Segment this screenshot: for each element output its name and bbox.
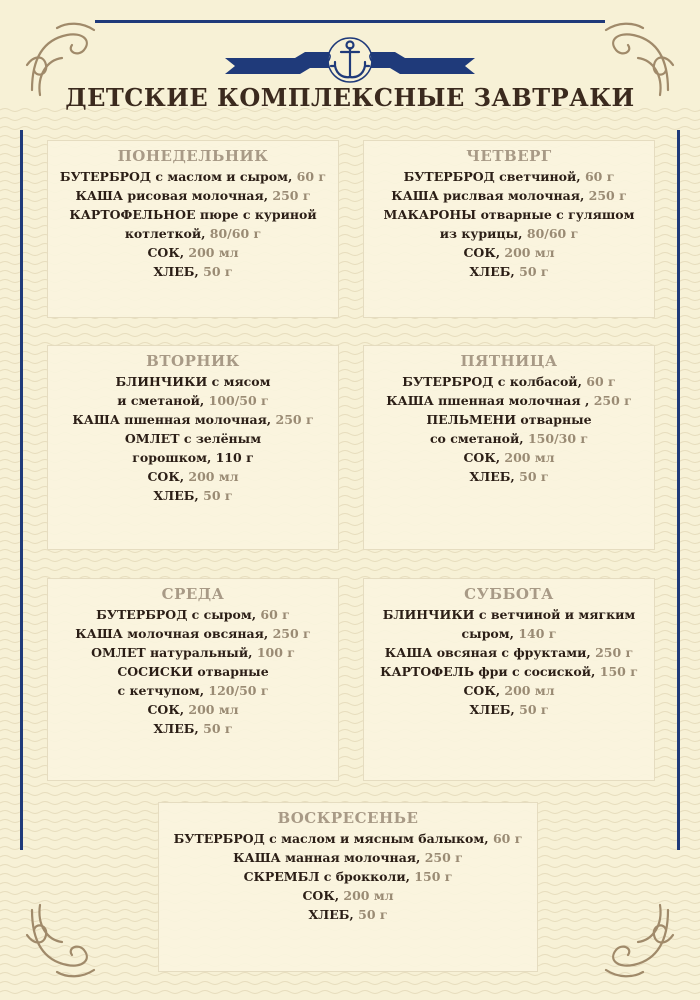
- menu-item-quantity: 200 мл: [500, 450, 555, 465]
- menu-item-description: с кетчупом,: [117, 683, 205, 698]
- page-title: ДЕТСКИЕ КОМПЛЕКСНЫЕ ЗАВТРАКИ: [65, 83, 635, 112]
- menu-item-quantity: 150/30 г: [523, 431, 589, 446]
- menu-item-quantity: 60 г: [292, 169, 327, 184]
- menu-item-name: БЛИНЧИКИ: [382, 607, 475, 622]
- menu-item-name: КАША: [75, 626, 123, 641]
- menu-item-line: [364, 467, 654, 486]
- menu-item-quantity: 200 мл: [500, 245, 555, 260]
- menu-item-line: [48, 391, 338, 410]
- day-title: ПОНЕДЕЛЬНИК: [117, 147, 269, 165]
- menu-item-name: КАША: [233, 850, 281, 865]
- ornament-bottom-left-icon: [22, 900, 102, 980]
- menu-item-description: с брокколи,: [319, 869, 410, 884]
- menu-item-quantity: 60 г: [488, 831, 523, 846]
- menu-item-quantity: 250 г: [420, 850, 463, 865]
- menu-item-description: отварные: [516, 412, 592, 427]
- frame-left-line: [20, 130, 23, 850]
- menu-item-description: с маслом и сыром,: [151, 169, 293, 184]
- menu-item-name: ХЛЕБ,: [469, 702, 515, 717]
- menu-item-line: [364, 167, 654, 186]
- menu-item-name: СОК,: [147, 469, 185, 484]
- menu-item-quantity: 60 г: [580, 169, 615, 184]
- menu-item-description: из курицы,: [439, 226, 523, 241]
- menu-item-name: КАША: [75, 188, 124, 203]
- menu-item-line: [48, 372, 338, 391]
- menu-item-line: [48, 224, 338, 243]
- menu-item-line: [364, 605, 654, 624]
- menu-item-name: СОК,: [463, 245, 501, 260]
- menu-item-line: [48, 410, 338, 429]
- menu-item-quantity: 80/60 г: [205, 226, 262, 241]
- menu-item-quantity: 50 г: [198, 488, 233, 503]
- menu-item-description: молочная овсяная,: [122, 626, 269, 641]
- menu-item-line: [364, 410, 654, 429]
- menu-item-name: БУТЕРБРОД: [173, 831, 265, 846]
- menu-item-quantity: 250 г: [590, 645, 634, 660]
- menu-item-quantity: 60 г: [256, 607, 290, 622]
- menu-item-quantity: 200 мл: [184, 702, 239, 717]
- menu-item-name: БЛИНЧИКИ: [115, 374, 208, 389]
- menu-item-quantity: 50 г: [514, 264, 549, 279]
- menu-item-line: [364, 205, 654, 224]
- menu-item-line: [364, 243, 654, 262]
- menu-item-description: с маслом и мясным балыком,: [264, 831, 489, 846]
- menu-item-description: пшенная молочная ,: [433, 393, 590, 408]
- day-card-thursday: [363, 140, 655, 318]
- menu-item-description: овсяная с фруктами,: [432, 645, 591, 660]
- menu-item-quantity: 50 г: [514, 702, 549, 717]
- menu-item-description: пюре с куриной: [195, 207, 317, 222]
- day-title: ЧЕТВЕРГ: [466, 147, 552, 165]
- menu-item-description: натуральный,: [145, 645, 253, 660]
- menu-item-line: [364, 391, 654, 410]
- menu-item-quantity: 200 мл: [184, 245, 239, 260]
- day-card-wednesday: [47, 578, 339, 781]
- menu-item-name: СОК,: [302, 888, 340, 903]
- menu-item-line: [159, 886, 537, 905]
- menu-item-name: КАРТОФЕЛЬ: [380, 664, 475, 679]
- menu-item-name: КАША: [384, 645, 433, 660]
- menu-item-line: [159, 867, 537, 886]
- day-card-saturday: [363, 578, 655, 781]
- menu-item-description: с сыром,: [187, 607, 257, 622]
- menu-item-line: [364, 448, 654, 467]
- menu-item-name: КАША: [72, 412, 120, 427]
- ornament-bottom-right-icon: [598, 900, 678, 980]
- menu-item-line: [364, 624, 654, 643]
- menu-item-quantity: 200 мл: [184, 469, 239, 484]
- menu-item-quantity: 100/50 г: [204, 393, 269, 408]
- menu-item-name: СОК,: [463, 450, 501, 465]
- menu-item-description: и сметаной,: [117, 393, 205, 408]
- menu-item-quantity: 100 г: [252, 645, 295, 660]
- menu-item-line: [159, 829, 537, 848]
- menu-item-quantity: 150 г: [409, 869, 453, 884]
- day-card-monday: [47, 140, 339, 318]
- menu-item-quantity: 150 г: [595, 664, 638, 679]
- menu-item-line: [364, 429, 654, 448]
- menu-item-quantity: 50 г: [198, 264, 233, 279]
- menu-item-name: ХЛЕБ,: [308, 907, 354, 922]
- menu-item-line: [48, 167, 338, 186]
- day-card-tuesday: [47, 345, 339, 550]
- menu-item-name: ХЛЕБ,: [153, 721, 199, 736]
- menu-item-line: [48, 700, 338, 719]
- menu-item-description: с колбасой,: [493, 374, 582, 389]
- day-card-friday: [363, 345, 655, 550]
- menu-item-line: [159, 848, 537, 867]
- anchor-icon: [225, 30, 475, 90]
- menu-item-name: ОМЛЕТ: [91, 645, 146, 660]
- menu-item-quantity: 250 г: [268, 626, 311, 641]
- menu-item-description: с ветчиной и мягким: [474, 607, 636, 622]
- menu-item-name: ХЛЕБ,: [153, 264, 199, 279]
- menu-item-name: ХЛЕБ,: [153, 488, 199, 503]
- menu-item-line: [48, 681, 338, 700]
- menu-item-line: [48, 467, 338, 486]
- menu-item-name: БУТЕРБРОД: [59, 169, 152, 184]
- menu-item-name: БУТЕРБРОД: [403, 169, 495, 184]
- menu-item-line: [159, 905, 537, 924]
- day-title: ПЯТНИЦА: [460, 352, 558, 370]
- menu-item-line: [48, 205, 338, 224]
- menu-item-name: КАША: [391, 188, 439, 203]
- menu-item-description: котлеткой,: [124, 226, 206, 241]
- menu-item-quantity: 50 г: [353, 907, 388, 922]
- menu-item-line: [48, 262, 338, 281]
- menu-item-line: [48, 486, 338, 505]
- menu-item-line: [364, 662, 654, 681]
- menu-item-name: БУТЕРБРОД: [96, 607, 188, 622]
- menu-item-line: [364, 643, 654, 662]
- menu-item-quantity: 250 г: [584, 188, 627, 203]
- menu-item-line: [364, 681, 654, 700]
- menu-item-description: со сметаной,: [429, 431, 524, 446]
- frame-right-line: [677, 130, 680, 850]
- menu-item-name: БУТЕРБРОД: [402, 374, 494, 389]
- menu-item-description: с зелёным: [179, 431, 262, 446]
- frame-top-line: [95, 20, 605, 23]
- menu-item-line: [48, 719, 338, 738]
- menu-item-description: сыром,: [461, 626, 514, 641]
- menu-item-name: СКРЕМБЛ: [243, 869, 320, 884]
- menu-item-name: ХЛЕБ,: [469, 469, 515, 484]
- day-title: ВТОРНИК: [146, 352, 240, 370]
- menu-item-description: светчиной,: [494, 169, 581, 184]
- menu-item-quantity: 50 г: [514, 469, 549, 484]
- menu-item-description: фри с сосиской,: [474, 664, 596, 679]
- menu-item-description: манная молочная,: [280, 850, 421, 865]
- menu-item-description: рисовая молочная,: [123, 188, 269, 203]
- menu-item-description: с мясом: [207, 374, 271, 389]
- menu-item-quantity: 200 мл: [500, 683, 555, 698]
- menu-item-quantity: 250 г: [271, 412, 314, 427]
- menu-item-quantity: 60 г: [581, 374, 616, 389]
- menu-item-line: [48, 243, 338, 262]
- menu-item-name: КАША: [386, 393, 434, 408]
- menu-item-line: [48, 605, 338, 624]
- menu-item-quantity: 250 г: [589, 393, 632, 408]
- menu-item-quantity: 250 г: [268, 188, 311, 203]
- menu-item-line: [364, 224, 654, 243]
- menu-item-name: ХЛЕБ,: [469, 264, 515, 279]
- menu-item-line: [48, 429, 338, 448]
- menu-item-name: КАРТОФЕЛЬНОЕ: [69, 207, 196, 222]
- menu-item-quantity: 140 г: [513, 626, 557, 641]
- menu-item-name: СОК,: [147, 702, 185, 717]
- menu-item-line: [48, 624, 338, 643]
- menu-item-name: ОМЛЕТ: [124, 431, 180, 446]
- menu-item-line: [364, 262, 654, 281]
- menu-item-line: [364, 372, 654, 391]
- menu-item-line: [48, 186, 338, 205]
- menu-item-line: [364, 700, 654, 719]
- menu-item-name: СОК,: [463, 683, 501, 698]
- menu-item-name: СОСИСКИ: [117, 664, 194, 679]
- menu-item-quantity: 120/50 г: [204, 683, 269, 698]
- menu-item-line: [48, 643, 338, 662]
- menu-item-name: ПЕЛЬМЕНИ: [426, 412, 517, 427]
- menu-item-quantity: 80/60 г: [522, 226, 579, 241]
- menu-item-name: СОК,: [147, 245, 185, 260]
- day-title: СРЕДА: [161, 585, 225, 603]
- menu-item-description: отварные: [193, 664, 269, 679]
- menu-item-name: МАКАРОНЫ: [383, 207, 477, 222]
- menu-item-line: [48, 448, 338, 467]
- menu-item-quantity: 50 г: [198, 721, 233, 736]
- day-title: СУББОТА: [464, 585, 554, 603]
- menu-item-description: пшенная молочная,: [119, 412, 272, 427]
- day-card-sunday: [158, 802, 538, 972]
- day-title: ВОСКРЕСЕНЬЕ: [277, 809, 419, 827]
- menu-item-description: горошком, 110 г: [132, 450, 254, 465]
- menu-item-line: [48, 662, 338, 681]
- menu-item-line: [364, 186, 654, 205]
- menu-item-description: отварные с гуляшом: [476, 207, 635, 222]
- menu-item-description: рислвая молочная,: [438, 188, 585, 203]
- menu-item-quantity: 200 мл: [339, 888, 394, 903]
